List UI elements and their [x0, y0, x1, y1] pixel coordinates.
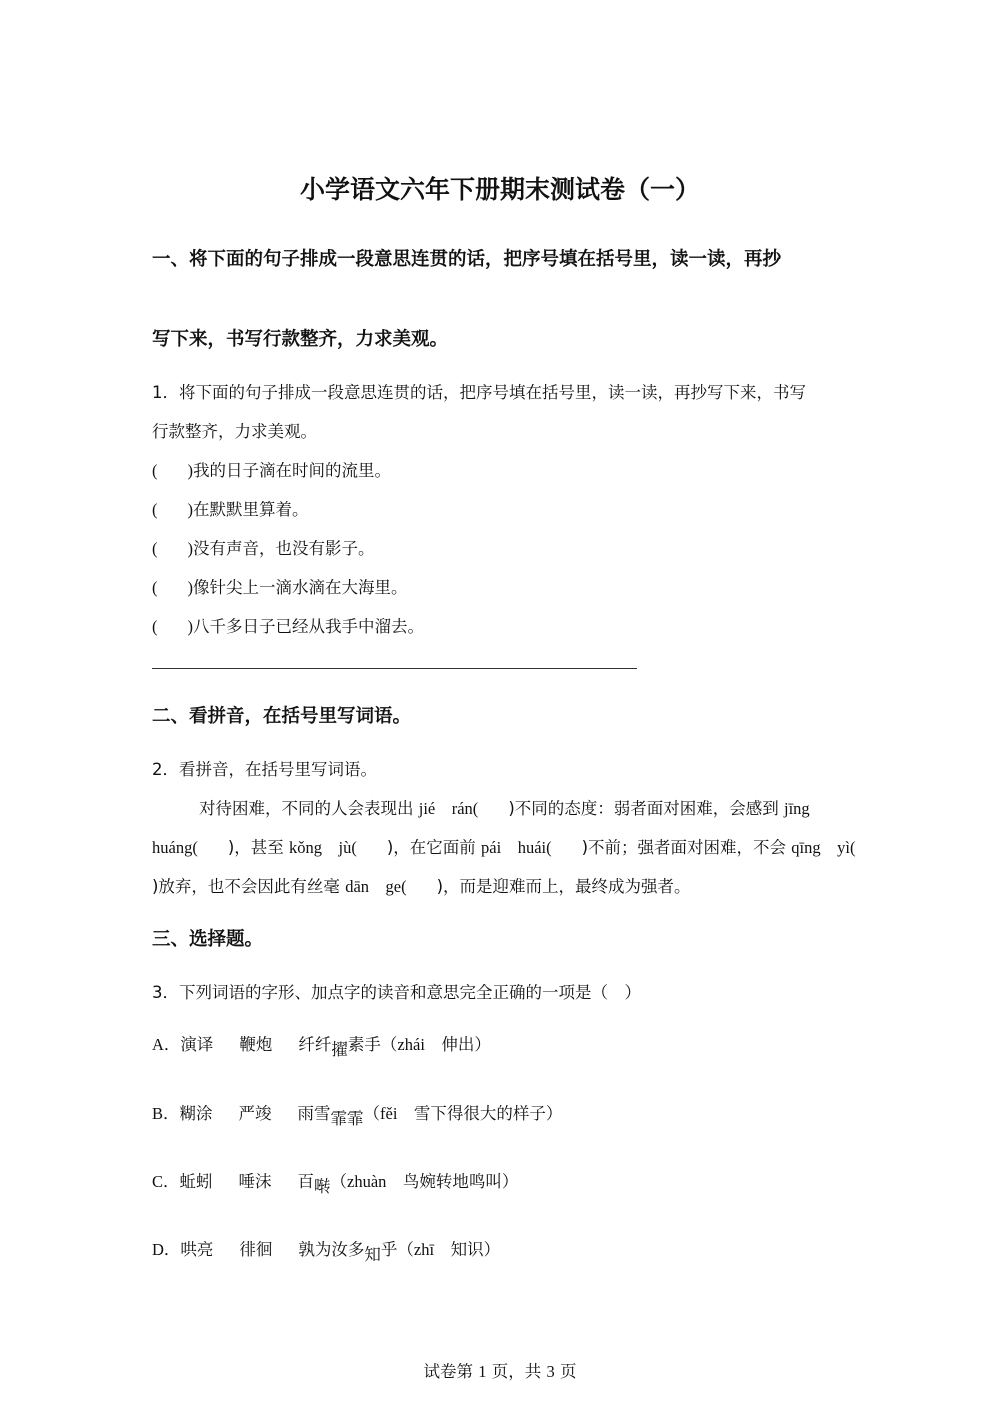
paren-close: ) — [187, 617, 193, 636]
exam-title: 小学语文六年下册期末测试卷（一） — [299, 175, 700, 204]
pinyin-jinghuang: jīng — [784, 799, 810, 818]
footer-text: 页，共 — [486, 1362, 547, 1381]
option-word: 蚯蚓 — [179, 1172, 213, 1191]
option-label: D． — [152, 1240, 181, 1259]
paren-close: ) — [187, 539, 193, 558]
option-label: A． — [152, 1035, 181, 1054]
paragraph-text: )不同的态度：弱者面对困难，会感到 — [508, 799, 784, 818]
option-word: 唾沫 — [238, 1172, 272, 1191]
page-number: 1 — [478, 1362, 487, 1381]
option-word: 孰为汝多 — [298, 1240, 365, 1259]
sentence-item — [152, 574, 408, 598]
section1-heading-line1: 一、将下面的句子排成一段意思连贯的话，把序号填在括号里，读一读，再抄 — [152, 249, 782, 270]
note-pinyin: zhuàn — [347, 1172, 387, 1191]
note-paren: （ — [397, 1240, 414, 1259]
option-b[interactable] — [152, 1100, 563, 1128]
option-word: 乎 — [380, 1240, 398, 1259]
pinyin-qingyi: qīng yì( — [791, 838, 856, 857]
option-word: 严竣 — [238, 1104, 272, 1123]
note-pinyin: zhái — [397, 1035, 425, 1054]
option-word: 糊涂 — [179, 1104, 213, 1123]
paren-open: ( — [152, 617, 158, 636]
question2: 2．看拼音，在括号里写词语。 — [152, 760, 377, 779]
option-d[interactable] — [152, 1236, 501, 1264]
option-word: 徘徊 — [239, 1240, 273, 1259]
dotted-character: 霏霏 — [330, 1109, 364, 1128]
pinyin-paragraph-line2 — [152, 834, 855, 858]
note-text: 鸟婉转地鸣叫） — [386, 1172, 519, 1191]
dotted-character: 知 — [364, 1245, 381, 1264]
note-paren: （ — [380, 1035, 398, 1054]
note-paren: （ — [330, 1172, 348, 1191]
footer-text: 试卷第 — [423, 1362, 479, 1381]
paragraph-text: )，而是迎难而上，最终成为强者。 — [436, 877, 691, 896]
option-word: 素手 — [347, 1035, 381, 1054]
paren-open: ( — [152, 461, 158, 480]
option-label: B． — [152, 1104, 180, 1123]
paragraph-text: )，甚至 — [227, 838, 290, 857]
paren-open: ( — [152, 539, 158, 558]
sentence-text: 我的日子滴在时间的流里。 — [193, 461, 391, 480]
page-total: 3 — [546, 1362, 555, 1381]
paragraph-text: )，在它面前 — [386, 838, 482, 857]
option-word: 纤纤 — [298, 1035, 332, 1054]
sentence-text: 八千多日子已经从我手中溜去。 — [193, 617, 424, 636]
sentence-text: 像针尖上一滴水滴在大海里。 — [193, 578, 408, 597]
copy-answer-line[interactable] — [152, 668, 637, 669]
question3: 3．下列词语的字形、加点字的读音和意思完全正确的一项是（ ） — [152, 983, 641, 1002]
question1-line1: 1．将下面的句子排成一段意思连贯的话，把序号填在括号里，读一读，再抄写下来，书写 — [152, 383, 806, 402]
option-a[interactable] — [152, 1031, 491, 1059]
section2-heading: 二、看拼音，在括号里写词语。 — [152, 706, 412, 727]
paragraph-text: )不前；强者面对困难，不会 — [581, 838, 792, 857]
sentence-item — [152, 496, 309, 520]
paren-close: ) — [187, 461, 193, 480]
note-text: 知识） — [434, 1240, 501, 1259]
paragraph-text: 对待困难，不同的人会表现出 — [199, 799, 419, 818]
note-paren: （ — [363, 1104, 381, 1123]
sentence-text: 在默默里算着。 — [193, 500, 309, 519]
note-text: 伸出） — [424, 1035, 491, 1054]
note-text: 雪下得很大的样子） — [397, 1104, 563, 1123]
dotted-character: 啭 — [314, 1177, 331, 1196]
dotted-character: 擢 — [331, 1040, 348, 1059]
paren-open: ( — [152, 500, 158, 519]
pinyin-dange: dān ge( — [345, 877, 407, 896]
pinyin-kongju: kǒng jù( — [289, 838, 357, 857]
paren-close: ) — [187, 578, 193, 597]
section1-heading-line2: 写下来，书写行款整齐，力求美观。 — [152, 329, 449, 350]
pinyin-paragraph-line3 — [152, 873, 691, 897]
option-word: 演译 — [180, 1035, 214, 1054]
pinyin-paihuai: pái huái( — [481, 838, 552, 857]
option-word: 百 — [297, 1172, 315, 1191]
option-word: 哄亮 — [180, 1240, 214, 1259]
note-pinyin: zhī — [413, 1240, 435, 1259]
paragraph-text: )放弃，也不会因此有丝毫 — [152, 877, 346, 896]
option-word: 雨雪 — [297, 1104, 331, 1123]
note-pinyin: fěi — [380, 1104, 398, 1123]
footer-text: 页 — [554, 1362, 577, 1381]
paren-open: ( — [152, 578, 158, 597]
sentence-text: 没有声音，也没有影子。 — [193, 539, 375, 558]
option-word: 鞭炮 — [239, 1035, 273, 1054]
pinyin-jinghuang: huáng( — [152, 838, 198, 857]
sentence-item — [152, 613, 424, 637]
pinyin-jieran: jié rán( — [418, 799, 479, 818]
paren-close: ) — [187, 500, 193, 519]
option-label: C． — [152, 1172, 180, 1191]
pinyin-paragraph-line1 — [199, 795, 810, 819]
sentence-item — [152, 535, 375, 559]
sentence-item — [152, 457, 391, 481]
question1-line2: 行款整齐，力求美观。 — [152, 422, 317, 441]
page-footer — [0, 1358, 1000, 1382]
section3-heading: 三、选择题。 — [152, 929, 264, 950]
option-c[interactable] — [152, 1168, 519, 1196]
